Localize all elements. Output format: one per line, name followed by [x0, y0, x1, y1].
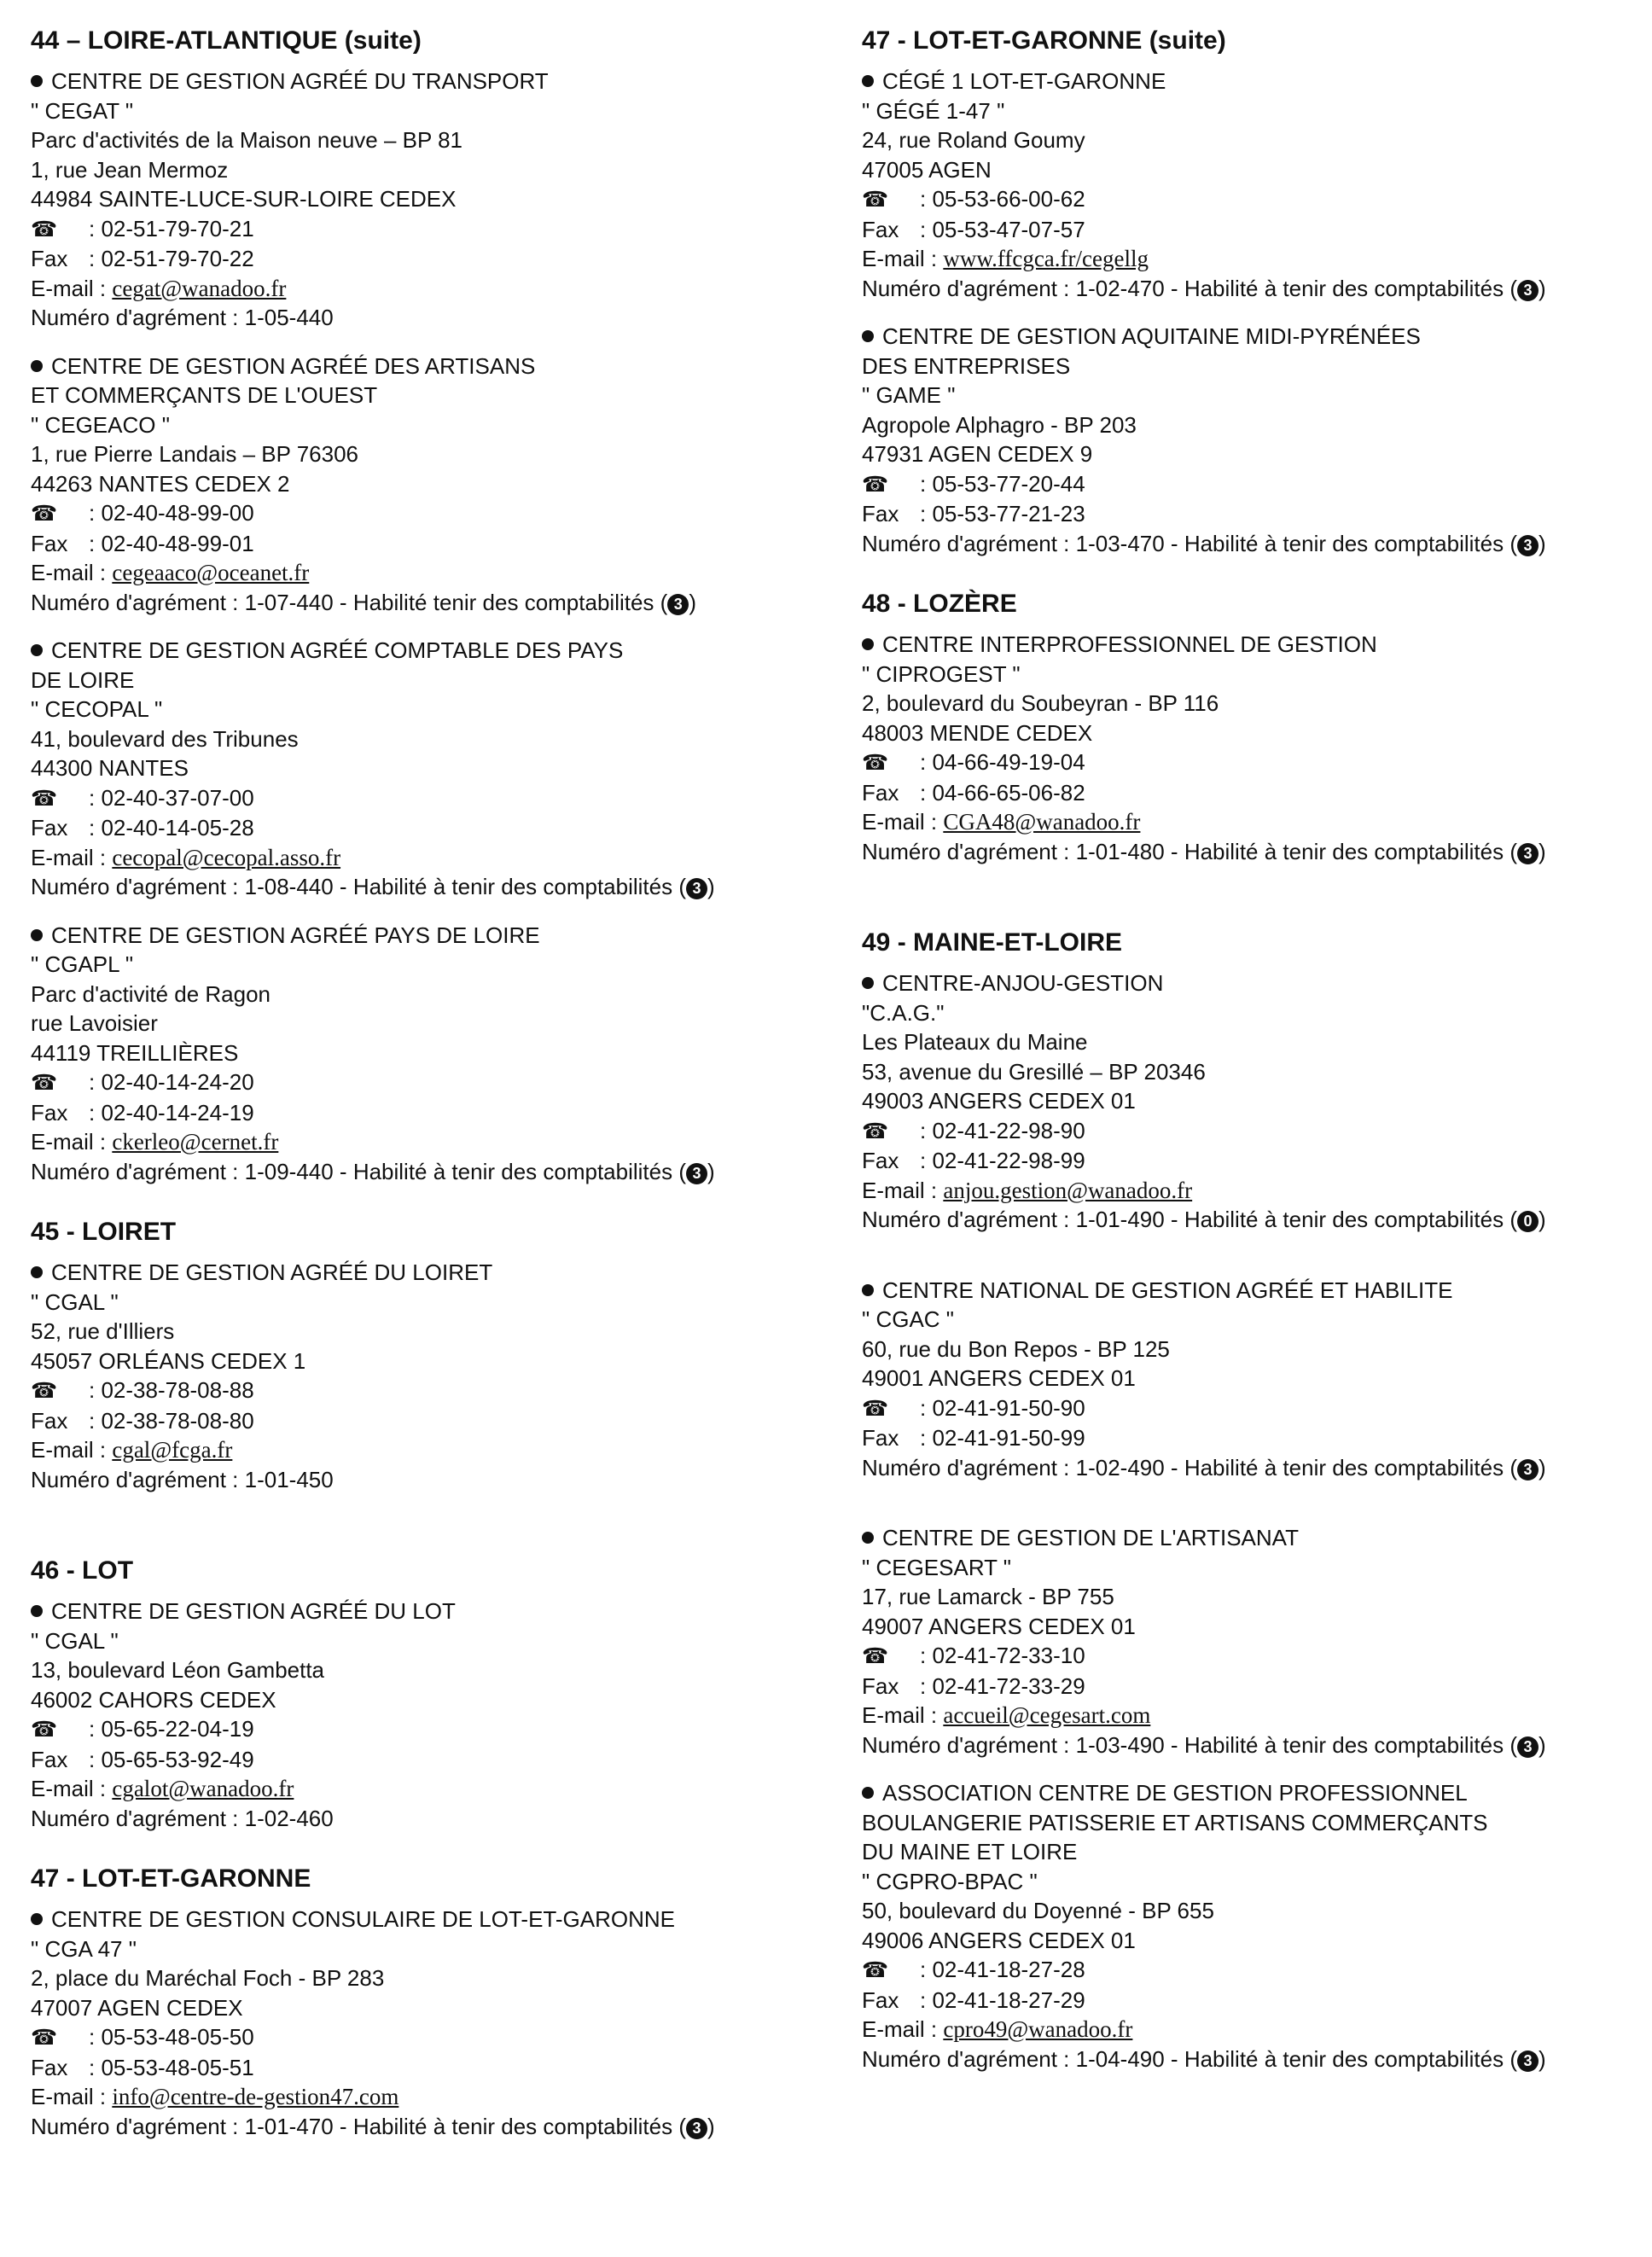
- email-line: [31, 1127, 824, 1157]
- address-line: 53, avenue du Gresillé – BP 20346: [862, 1058, 1206, 1085]
- email-label: E-mail :: [31, 1776, 113, 1801]
- email-line: [31, 1435, 824, 1465]
- entry-acronym: " CEGESART ": [862, 1554, 1011, 1580]
- agrement-text: Numéro d'agrément : 1-03-470 - Habilité à tenir des comptabilités (: [862, 530, 1517, 556]
- fax-number: : 02-41-22-98-99: [920, 1148, 1085, 1173]
- entry-name: CÉGÉ 1 LOT-ET-GARONNE: [882, 68, 1166, 94]
- bullet-icon: [862, 638, 874, 650]
- fax-line: [31, 1406, 824, 1436]
- address-line: 47931 AGEN CEDEX 9: [862, 441, 1093, 467]
- email-label: E-mail :: [862, 1702, 944, 1728]
- agrement-text: Numéro d'agrément : 1-01-450: [31, 1466, 334, 1492]
- closing-paren: ): [1539, 275, 1546, 301]
- directory-entry: [862, 1523, 1647, 1760]
- telephone-icon: ☎: [862, 1119, 889, 1143]
- agrement-text: Numéro d'agrément : 1-01-480 - Habilité à tenir des comptabilités (: [862, 838, 1517, 864]
- ability-marker-icon: 3: [1517, 843, 1539, 864]
- telephone-icon: ☎: [862, 188, 889, 212]
- directory-entry: [31, 1597, 824, 1833]
- left-column: [31, 24, 824, 2160]
- ability-marker-icon: 3: [1517, 1459, 1539, 1480]
- telephone-icon: ☎: [862, 751, 889, 775]
- email-label: E-mail :: [31, 2084, 113, 2109]
- fax-line: [862, 215, 1647, 245]
- fax-line: [31, 1745, 824, 1775]
- entry-name: ASSOCIATION CENTRE DE GESTION PROFESSIONNEL: [882, 1780, 1468, 1806]
- email-label: E-mail :: [31, 1129, 113, 1155]
- directory-entry: [31, 67, 824, 333]
- email-label: E-mail :: [31, 844, 113, 870]
- fax-number: : 02-40-14-24-19: [89, 1099, 254, 1126]
- agrement-text: Numéro d'agrément : 1-01-490 - Habilité à tenir des comptabilités (: [862, 1207, 1517, 1232]
- agrement-line: [862, 2045, 1647, 2074]
- address-line: 24, rue Roland Goumy: [862, 127, 1085, 153]
- address-line: 47005 AGEN: [862, 156, 992, 183]
- section-title: 47 - LOT-ET-GARONNE (suite): [862, 26, 1226, 55]
- fax-line: [862, 1672, 1647, 1701]
- entry-name: CENTRE DE GESTION AGRÉÉ PAYS DE LOIRE: [51, 922, 540, 948]
- agrement-line: [862, 837, 1647, 867]
- phone-line: [862, 469, 1647, 500]
- entry-name-line: [862, 67, 1647, 96]
- agrement-text: Numéro d'agrément : 1-02-460: [31, 1805, 334, 1831]
- agrement-line: [31, 1157, 824, 1187]
- section-title: 45 - LOIRET: [31, 1218, 177, 1246]
- entry-name: CENTRE DE GESTION AGRÉÉ COMPTABLE DES PAYS: [51, 637, 624, 663]
- fax-number: : 02-38-78-08-80: [89, 1407, 254, 1434]
- phone-number: : 02-40-14-24-20: [89, 1069, 254, 1095]
- address-line: 49003 ANGERS CEDEX 01: [862, 1088, 1136, 1114]
- ability-marker-icon: 3: [1517, 535, 1539, 556]
- address-line: 48003 MENDE CEDEX: [862, 719, 1093, 746]
- telephone-icon: ☎: [31, 1379, 58, 1403]
- email-link[interactable]: cgalot@wanadoo.fr: [112, 1776, 294, 1801]
- closing-paren: ): [1539, 2045, 1546, 2072]
- bullet-icon: [31, 1266, 43, 1278]
- telephone-icon: ☎: [31, 2026, 58, 2050]
- agrement-line: [31, 303, 824, 333]
- email-link[interactable]: info@centre-de-gestion47.com: [112, 2084, 399, 2109]
- entry-name: CENTRE DE GESTION AQUITAINE MIDI-PYRÉNÉES: [882, 323, 1421, 349]
- spacer: [862, 577, 1647, 587]
- closing-paren: ): [689, 589, 696, 615]
- directory-entry: [31, 636, 824, 902]
- email-link[interactable]: cecopal@cecopal.asso.fr: [112, 844, 341, 870]
- spacer: [862, 1254, 1647, 1276]
- fax-line: [31, 2053, 824, 2083]
- fax-label: Fax: [31, 246, 68, 271]
- telephone-icon: ☎: [31, 1071, 58, 1095]
- bullet-icon: [862, 1787, 874, 1799]
- phone-line: [862, 747, 1647, 778]
- email-link[interactable]: www.ffcgca.fr/cegellg: [943, 246, 1149, 271]
- email-link[interactable]: accueil@cegesart.com: [943, 1702, 1151, 1728]
- entry-name-line: [31, 352, 824, 381]
- telephone-icon: ☎: [862, 1644, 889, 1668]
- entry-name-line: [862, 1276, 1647, 1306]
- fax-number: : 02-40-14-05-28: [89, 815, 254, 841]
- spacer: [862, 1501, 1647, 1523]
- fax-label: Fax: [31, 815, 68, 841]
- fax-number: : 05-65-53-92-49: [89, 1746, 254, 1772]
- phone-number: : 05-53-48-05-50: [89, 2024, 254, 2050]
- ability-marker-icon: 3: [686, 1163, 707, 1184]
- phone-number: : 05-65-22-04-19: [89, 1716, 254, 1742]
- phone-number: : 05-53-77-20-44: [920, 470, 1085, 497]
- agrement-text: Numéro d'agrément : 1-01-470 - Habilité à tenir des comptabilités (: [31, 2113, 686, 2139]
- entry-name: CENTRE-ANJOU-GESTION: [882, 970, 1164, 996]
- directory-entry: [31, 352, 824, 618]
- telephone-icon: ☎: [862, 1958, 889, 1982]
- fax-number: : 02-41-91-50-99: [920, 1425, 1085, 1451]
- phone-line: [31, 214, 824, 245]
- spacer: [31, 1513, 824, 1554]
- ability-marker-icon: 3: [1517, 2050, 1539, 2072]
- fax-number: : 02-41-72-33-29: [920, 1672, 1085, 1699]
- entry-acronym: " CGAPL ": [31, 951, 134, 977]
- fax-line: [31, 1098, 824, 1128]
- email-label: E-mail :: [31, 275, 113, 301]
- fax-number: : 02-51-79-70-22: [89, 246, 254, 271]
- email-label: E-mail :: [862, 809, 944, 835]
- fax-number: : 05-53-77-21-23: [920, 501, 1085, 526]
- agrement-line: [862, 1205, 1647, 1235]
- section-title: 44 – LOIRE-ATLANTIQUE (suite): [31, 26, 422, 55]
- closing-paren: ): [1539, 1207, 1546, 1232]
- email-line: [862, 244, 1647, 274]
- agrement-line: [862, 274, 1647, 304]
- entry-name-line: [862, 630, 1647, 660]
- telephone-icon: ☎: [31, 217, 58, 241]
- directory-entry: [862, 969, 1647, 1235]
- email-line: [31, 2082, 824, 2112]
- fax-line: [862, 1146, 1647, 1176]
- closing-paren: ): [707, 1158, 715, 1184]
- agrement-line: [862, 1453, 1647, 1483]
- email-label: E-mail :: [31, 560, 113, 585]
- entry-acronym: " CEGAT ": [31, 97, 134, 124]
- closing-paren: ): [707, 874, 715, 899]
- spacer: [31, 1852, 824, 1862]
- bullet-icon: [31, 644, 43, 656]
- phone-line: [31, 1067, 824, 1098]
- address-line: 2, place du Maréchal Foch - BP 283: [31, 1965, 385, 1991]
- agrement-text: Numéro d'agrément : 1-03-490 - Habilité à tenir des comptabilités (: [862, 1731, 1517, 1758]
- entry-name: CENTRE DE GESTION AGRÉÉ DU LOT: [51, 1598, 456, 1624]
- directory-entry: [31, 1905, 824, 2141]
- entry-acronym: " CGA 47 ": [31, 1935, 137, 1962]
- entry-acronym: " GÉGÉ 1-47 ": [862, 97, 1005, 124]
- agrement-line: [31, 1465, 824, 1495]
- address-line: 17, rue Lamarck - BP 755: [862, 1584, 1114, 1609]
- bullet-icon: [31, 1605, 43, 1617]
- directory-entry: [31, 921, 824, 1187]
- ability-marker-icon: 3: [667, 594, 689, 615]
- agrement-line: [31, 872, 824, 902]
- entry-name-line: [31, 921, 824, 951]
- telephone-icon: ☎: [31, 502, 58, 526]
- email-link[interactable]: cegeaaco@oceanet.fr: [112, 560, 310, 585]
- entry-name: CENTRE DE GESTION AGRÉÉ DU TRANSPORT: [51, 68, 549, 94]
- closing-paren: ): [707, 2113, 715, 2139]
- closing-paren: ): [1539, 1731, 1546, 1758]
- address-line: 47007 AGEN CEDEX: [31, 1994, 243, 2021]
- entry-name-line: [31, 1258, 824, 1288]
- address-line: Les Plateaux du Maine: [862, 1029, 1088, 1055]
- agrement-text: Numéro d'agrément : 1-09-440 - Habilité à tenir des comptabilités (: [31, 1158, 686, 1184]
- address-line: 2, boulevard du Soubeyran - BP 116: [862, 690, 1219, 716]
- entry-name: CENTRE INTERPROFESSIONNEL DE GESTION: [882, 631, 1377, 657]
- agrement-text: Numéro d'agrément : 1-05-440: [31, 305, 334, 330]
- closing-paren: ): [1539, 1454, 1546, 1480]
- phone-number: : 02-41-22-98-90: [920, 1117, 1085, 1143]
- fax-label: Fax: [862, 1425, 899, 1451]
- directory-entry: [862, 1778, 1647, 2074]
- email-line: [31, 558, 824, 588]
- phone-line: [31, 498, 824, 529]
- email-label: E-mail :: [862, 2016, 944, 2042]
- bullet-icon: [31, 360, 43, 372]
- entry-name-continued: DES ENTREPRISES: [862, 352, 1071, 379]
- telephone-icon: ☎: [862, 472, 889, 497]
- fax-label: Fax: [31, 1746, 68, 1772]
- entry-acronym: "C.A.G.": [862, 999, 945, 1026]
- entry-acronym: " CGAL ": [31, 1627, 119, 1654]
- agrement-text: Numéro d'agrément : 1-08-440 - Habilité à tenir des comptabilités (: [31, 874, 686, 899]
- entry-name-continued: BOULANGERIE PATISSERIE ET ARTISANS COMMERÇANTS: [862, 1809, 1488, 1835]
- bullet-icon: [31, 75, 43, 87]
- address-line: 60, rue du Bon Repos - BP 125: [862, 1335, 1170, 1362]
- fax-label: Fax: [862, 1987, 899, 2013]
- fax-label: Fax: [31, 1099, 68, 1126]
- phone-number: : 02-41-18-27-28: [920, 1957, 1085, 1982]
- bullet-icon: [862, 75, 874, 87]
- entry-name: CENTRE DE GESTION CONSULAIRE DE LOT-ET-GARONNE: [51, 1906, 675, 1932]
- fax-label: Fax: [31, 1407, 68, 1434]
- email-link[interactable]: cegat@wanadoo.fr: [112, 275, 287, 301]
- phone-line: [862, 1641, 1647, 1672]
- entry-acronym: " CGAL ": [31, 1288, 119, 1315]
- directory-entry: [862, 67, 1647, 303]
- email-link[interactable]: cgal@fcga.fr: [112, 1437, 233, 1463]
- fax-number: : 05-53-47-07-57: [920, 216, 1085, 242]
- phone-line: [862, 1393, 1647, 1424]
- email-link[interactable]: anjou.gestion@wanadoo.fr: [943, 1177, 1193, 1203]
- directory-entry: [31, 1258, 824, 1494]
- address-line: Parc d'activité de Ragon: [31, 980, 271, 1007]
- address-line: Parc d'activités de la Maison neuve – BP 81: [31, 127, 462, 153]
- email-link[interactable]: CGA48@wanadoo.fr: [943, 809, 1141, 835]
- phone-number: : 02-41-72-33-10: [920, 1643, 1085, 1668]
- entry-acronym: " CIPROGEST ": [862, 660, 1021, 687]
- address-line: 44263 NANTES CEDEX 2: [31, 470, 290, 497]
- email-link[interactable]: ckerleo@cernet.fr: [112, 1129, 279, 1155]
- phone-line: [862, 1955, 1647, 1986]
- address-line: 44300 NANTES: [31, 755, 189, 781]
- telephone-icon: ☎: [31, 1718, 58, 1742]
- section-title: 49 - MAINE-ET-LOIRE: [862, 928, 1123, 957]
- bullet-icon: [862, 977, 874, 989]
- email-line: [862, 2015, 1647, 2045]
- entry-name-line: [31, 67, 824, 96]
- agrement-text: Numéro d'agrément : 1-02-470 - Habilité à tenir des comptabilités (: [862, 275, 1517, 301]
- fax-number: : 02-41-18-27-29: [920, 1987, 1085, 2013]
- address-line: 50, boulevard du Doyenné - BP 655: [862, 1898, 1214, 1923]
- email-line: [862, 1701, 1647, 1731]
- phone-line: [862, 1116, 1647, 1147]
- agrement-text: Numéro d'agrément : 1-02-490 - Habilité à tenir des comptabilités (: [862, 1454, 1517, 1480]
- phone-number: : 02-40-37-07-00: [89, 784, 254, 811]
- telephone-icon: ☎: [862, 1396, 889, 1421]
- address-line: 1, rue Pierre Landais – BP 76306: [31, 441, 359, 467]
- address-line: 46002 CAHORS CEDEX: [31, 1686, 276, 1713]
- entry-acronym: " CGAC ": [862, 1306, 955, 1332]
- section-title: 47 - LOT-ET-GARONNE: [31, 1864, 311, 1893]
- phone-number: : 04-66-49-19-04: [920, 749, 1085, 775]
- telephone-icon: ☎: [31, 786, 58, 811]
- entry-name-line: [862, 969, 1647, 998]
- directory-entry: [862, 630, 1647, 866]
- address-line: 49007 ANGERS CEDEX 01: [862, 1613, 1136, 1639]
- phone-line: [31, 1714, 824, 1745]
- fax-number: : 02-40-48-99-01: [89, 530, 254, 556]
- fax-label: Fax: [862, 501, 899, 526]
- entry-acronym: " CECOPAL ": [31, 696, 163, 722]
- ability-marker-icon: 3: [1517, 1736, 1539, 1758]
- agrement-line: [31, 1804, 824, 1834]
- bullet-icon: [862, 1284, 874, 1296]
- email-label: E-mail :: [862, 246, 944, 271]
- address-line: 44984 SAINTE-LUCE-SUR-LOIRE CEDEX: [31, 186, 457, 212]
- section-title: 48 - LOZÈRE: [862, 590, 1017, 618]
- address-line: 45057 ORLÉANS CEDEX 1: [31, 1347, 306, 1374]
- ability-marker-icon: 0: [1517, 1211, 1539, 1232]
- closing-paren: ): [1539, 530, 1546, 556]
- right-column: [862, 24, 1647, 2092]
- address-line: 52, rue d'Illiers: [31, 1318, 175, 1344]
- address-line: rue Lavoisier: [31, 1010, 158, 1036]
- section-title: 46 - LOT: [31, 1556, 134, 1585]
- agrement-line: [862, 1731, 1647, 1760]
- fax-label: Fax: [862, 1148, 899, 1173]
- entry-name-continued: ET COMMERÇANTS DE L'OUEST: [31, 382, 378, 408]
- fax-line: [862, 1423, 1647, 1453]
- fax-label: Fax: [862, 779, 899, 806]
- fax-label: Fax: [31, 2054, 68, 2080]
- address-line: 41, boulevard des Tribunes: [31, 725, 299, 752]
- phone-line: [31, 2022, 824, 2053]
- entry-name-line: [862, 322, 1647, 352]
- address-line: 44119 TREILLIÈRES: [31, 1039, 239, 1066]
- spacer: [31, 1205, 824, 1215]
- agrement-text: Numéro d'agrément : 1-04-490 - Habilité à tenir des comptabilités (: [862, 2045, 1517, 2072]
- entry-acronym: " CEGEACO ": [31, 411, 170, 438]
- phone-number: : 02-40-48-99-00: [89, 500, 254, 526]
- bullet-icon: [862, 330, 874, 342]
- email-link[interactable]: cpro49@wanadoo.fr: [943, 2016, 1133, 2042]
- entry-acronym: " GAME ": [862, 382, 956, 408]
- entry-name-continued: DU MAINE ET LOIRE: [862, 1839, 1078, 1864]
- agrement-line: [862, 529, 1647, 559]
- entry-name: CENTRE NATIONAL DE GESTION AGRÉÉ ET HABILITE: [882, 1277, 1453, 1303]
- phone-number: : 05-53-66-00-62: [920, 186, 1085, 212]
- entry-name-line: [862, 1778, 1647, 1808]
- ability-marker-icon: 3: [686, 2118, 707, 2139]
- fax-line: [31, 244, 824, 274]
- spacer: [862, 885, 1647, 926]
- entry-name-line: [862, 1523, 1647, 1553]
- entry-name: CENTRE DE GESTION AGRÉÉ DU LOIRET: [51, 1259, 493, 1285]
- email-line: [862, 807, 1647, 837]
- phone-number: : 02-41-91-50-90: [920, 1394, 1085, 1421]
- phone-line: [862, 184, 1647, 215]
- phone-number: : 02-51-79-70-21: [89, 215, 254, 241]
- address-line: 49001 ANGERS CEDEX 01: [862, 1365, 1136, 1391]
- phone-line: [31, 783, 824, 814]
- agrement-text: Numéro d'agrément : 1-07-440 - Habilité tenir des comptabilités (: [31, 589, 668, 615]
- entry-name-line: [31, 1597, 824, 1626]
- fax-line: [862, 1986, 1647, 2016]
- entry-name: CENTRE DE GESTION AGRÉÉ DES ARTISANS: [51, 352, 536, 379]
- directory-entry: [862, 322, 1647, 558]
- ability-marker-icon: 3: [1517, 280, 1539, 301]
- fax-number: : 05-53-48-05-51: [89, 2054, 254, 2080]
- entry-name: CENTRE DE GESTION DE L'ARTISANAT: [882, 1525, 1299, 1550]
- address-line: 13, boulevard Léon Gambetta: [31, 1657, 325, 1683]
- email-label: E-mail :: [31, 1437, 113, 1463]
- fax-number: : 04-66-65-06-82: [920, 779, 1085, 806]
- fax-label: Fax: [31, 530, 68, 556]
- agrement-line: [31, 2112, 824, 2142]
- agrement-line: [31, 588, 824, 618]
- fax-label: Fax: [862, 1672, 899, 1699]
- email-line: [31, 1774, 824, 1804]
- entry-name-continued: DE LOIRE: [31, 666, 135, 693]
- bullet-icon: [862, 1532, 874, 1544]
- email-label: E-mail :: [862, 1177, 944, 1203]
- email-line: [31, 274, 824, 304]
- fax-line: [31, 813, 824, 843]
- bullet-icon: [31, 929, 43, 941]
- address-line: 49006 ANGERS CEDEX 01: [862, 1927, 1136, 1953]
- bullet-icon: [31, 1913, 43, 1925]
- fax-line: [862, 778, 1647, 808]
- entry-name-line: [31, 1905, 824, 1934]
- ability-marker-icon: 3: [686, 878, 707, 899]
- entry-acronym: " CGPRO-BPAC ": [862, 1868, 1038, 1894]
- phone-number: : 02-38-78-08-88: [89, 1377, 254, 1403]
- address-line: Agropole Alphagro - BP 203: [862, 411, 1137, 438]
- directory-entry: [862, 1276, 1647, 1483]
- phone-line: [31, 1376, 824, 1406]
- address-line: 1, rue Jean Mermoz: [31, 156, 229, 183]
- fax-line: [862, 499, 1647, 529]
- entry-name-line: [31, 636, 824, 666]
- closing-paren: ): [1539, 838, 1546, 864]
- fax-line: [31, 529, 824, 559]
- email-line: [31, 843, 824, 873]
- fax-label: Fax: [862, 216, 899, 242]
- email-line: [862, 1176, 1647, 1206]
